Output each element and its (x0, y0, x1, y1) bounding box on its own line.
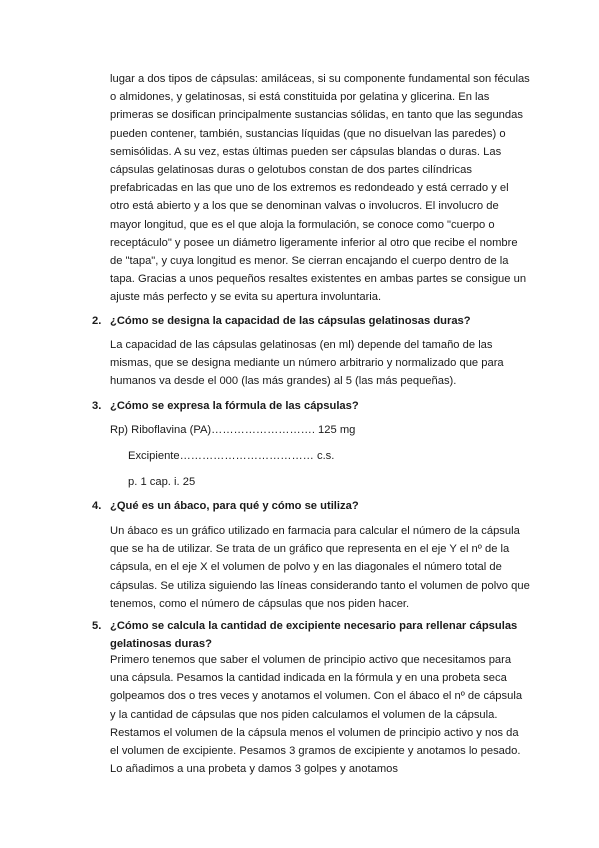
question-5-number: 5. (92, 620, 102, 632)
question-3-text: ¿Cómo se expresa la fórmula de las cápsulas? (110, 400, 359, 412)
question-5-heading (92, 617, 532, 653)
formula-line-1: Rp) Riboflavina (PA)………………………. 125 mg (110, 424, 356, 436)
formula-line-2: Excipiente……………………………… c.s. (128, 450, 335, 462)
answer-4-paragraph: Un ábaco es un gráfico utilizado en farmacia para calcular el número de la cápsula que se ha de utilizar. Se trata de un gráfico que representa en el eje Y el nº de la cápsula, en el eje X el volumen de polvo y en las diagonales el número total de cápsulas. Se utiliza siguiendo las líneas considerando tanto el volumen de polvo que tenemos, como el número de cápsulas que nos piden hacer. (110, 525, 530, 610)
answer-5-paragraph: Primero tenemos que saber el volumen de principio activo que necesitamos para una cápsula. Pesamos la cantidad indicada en la fórmula y en una probeta seca golpeamos dos o tres veces y anotamos el volumen. Con el ábaco el nº de cápsula y la cantidad de cápsulas que nos piden calculamos el volumen de la cápsula. Restamos el volumen de la cápsula menos el volumen de principio activo y nos da el volumen de excipiente. Pesamos 3 gramos de excipiente y anotamos lo pesado. Lo añadimos a una probeta y damos 3 golpes y anotamos (110, 654, 523, 776)
question-4-heading (92, 497, 532, 515)
question-2-text: ¿Cómo se designa la capacidad de las cápsulas gelatinosas duras? (110, 315, 471, 327)
answer-2-paragraph: La capacidad de las cápsulas gelatinosas (en ml) depende del tamaño de las mismas, que se designa mediante un número arbitrario y normalizado que para humanos va desde el 000 (las más grandes) al 5 (las más pequeñas). (110, 339, 504, 388)
question-4-text: ¿Qué es un ábaco, para qué y cómo se utiliza? (110, 500, 359, 512)
question-3-heading (92, 397, 532, 415)
question-3-number: 3. (92, 400, 102, 412)
intro-paragraph: lugar a dos tipos de cápsulas: amiláceas, si su componente fundamental son féculas o almidones, y gelatinosas, si está constituida por gelatina y glicerina. En las primeras se dosifican principalmente sustancias sólidas, en tanto que las segundas pueden contener, también, sustancias líquidas (que no disuelvan las paredes) o semisólidas. A su vez, estas últimas pueden ser cápsulas blandas o duras. Las cápsulas gelatinosas duras o gelotubos constan de dos partes cilíndricas prefabricadas en las que uno de los extremos es redondeado y está cerrado y el otro está abierto y a los que se denominan valvas o involucros. El involucro de mayor longitud, que es el que aloja la formulación, se conoce como "cuerpo o receptáculo" y posee un diámetro ligeramente inferior al otro que recibe el nombre de "tapa", y cuya longitud es menor. Se cierran encajando el cuerpo dentro de la tapa. Gracias a unos pequeños resaltes existentes en ambas partes se consigue un ajuste más perfecto y se evita su apertura involuntaria. (110, 73, 530, 304)
question-5-text: ¿Cómo se calcula la cantidad de excipiente necesario para rellenar cápsulas gelatinosas duras? (110, 620, 518, 651)
question-4-number: 4. (92, 500, 102, 512)
formula-line-3: p. 1 cap. i. 25 (128, 476, 196, 488)
question-2-number: 2. (92, 315, 102, 327)
question-2-heading (92, 312, 532, 330)
